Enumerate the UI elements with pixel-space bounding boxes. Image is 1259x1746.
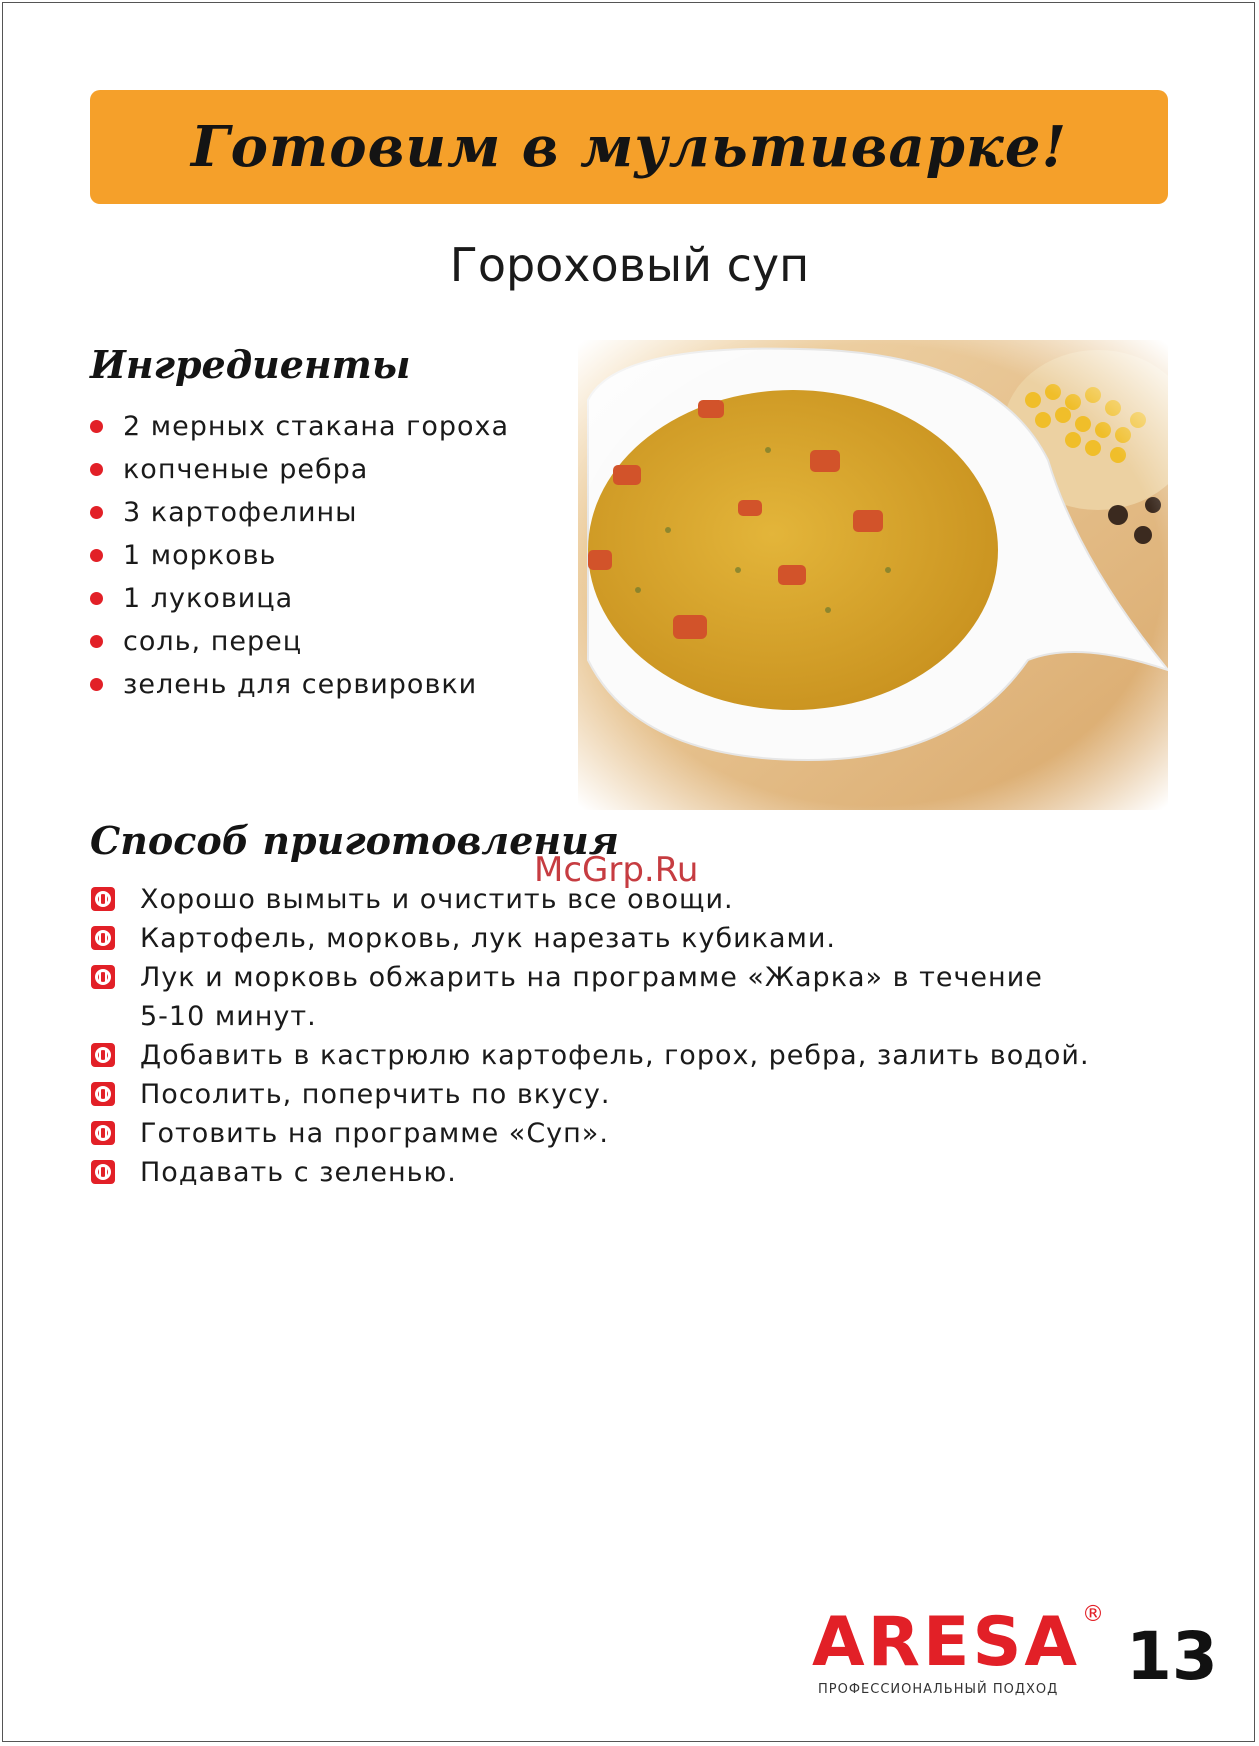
ingredients-list [90, 405, 509, 706]
plate-fork-knife-icon [90, 1042, 116, 1068]
ingredients-heading: Ингредиенты [90, 342, 411, 387]
method-step: Готовить на программе «Суп». [90, 1114, 1100, 1153]
plate-fork-knife-icon [90, 1159, 116, 1185]
ingredient-item: 1 луковица [90, 577, 509, 620]
method-step: Лук и морковь обжарить на программе «Жарка» в течение 5-10 минут. [90, 958, 1100, 1036]
brand-name: ARESA [812, 1603, 1081, 1682]
banner-title: Готовим в мультиварке! [190, 114, 1068, 180]
plate-fork-knife-icon [90, 1081, 116, 1107]
ingredient-item: копченые ребра [90, 448, 509, 491]
brand-logo [812, 1602, 1104, 1697]
registered-mark: ® [1082, 1602, 1104, 1627]
brand-slogan: ПРОФЕССИОНАЛЬНЫЙ ПОДХОД [818, 1682, 1059, 1697]
pea-soup-photo [578, 340, 1168, 810]
plate-fork-knife-icon [90, 1120, 116, 1146]
ingredient-item: 1 морковь [90, 534, 509, 577]
ingredient-item: 2 мерных стакана гороха [90, 405, 509, 448]
plate-fork-knife-icon [90, 886, 116, 912]
red-dot-icon [90, 635, 103, 648]
plate-fork-knife-icon [90, 964, 116, 990]
page-number: 13 [1126, 1618, 1218, 1695]
method-step: Хорошо вымыть и очистить все овощи. [90, 880, 1100, 919]
plate-fork-knife-icon [90, 925, 116, 951]
method-step: Посолить, поперчить по вкусу. [90, 1075, 1100, 1114]
ingredient-item: соль, перец [90, 620, 509, 663]
method-steps-list [90, 880, 1100, 1192]
method-step: Картофель, морковь, лук нарезать кубиками. [90, 919, 1100, 958]
red-dot-icon [90, 420, 103, 433]
watermark: McGrp.Ru [534, 850, 699, 890]
method-heading: Способ приготовления [90, 818, 619, 863]
red-dot-icon [90, 678, 103, 691]
ingredient-item: 3 картофелины [90, 491, 509, 534]
red-dot-icon [90, 592, 103, 605]
red-dot-icon [90, 549, 103, 562]
method-step: Добавить в кастрюлю картофель, горох, ребра, залить водой. [90, 1036, 1100, 1075]
red-dot-icon [90, 506, 103, 519]
red-dot-icon [90, 463, 103, 476]
header-banner [90, 90, 1168, 204]
method-step: Подавать с зеленью. [90, 1153, 1100, 1192]
ingredient-item: зелень для сервировки [90, 663, 509, 706]
recipe-title: Гороховый суп [449, 238, 810, 292]
